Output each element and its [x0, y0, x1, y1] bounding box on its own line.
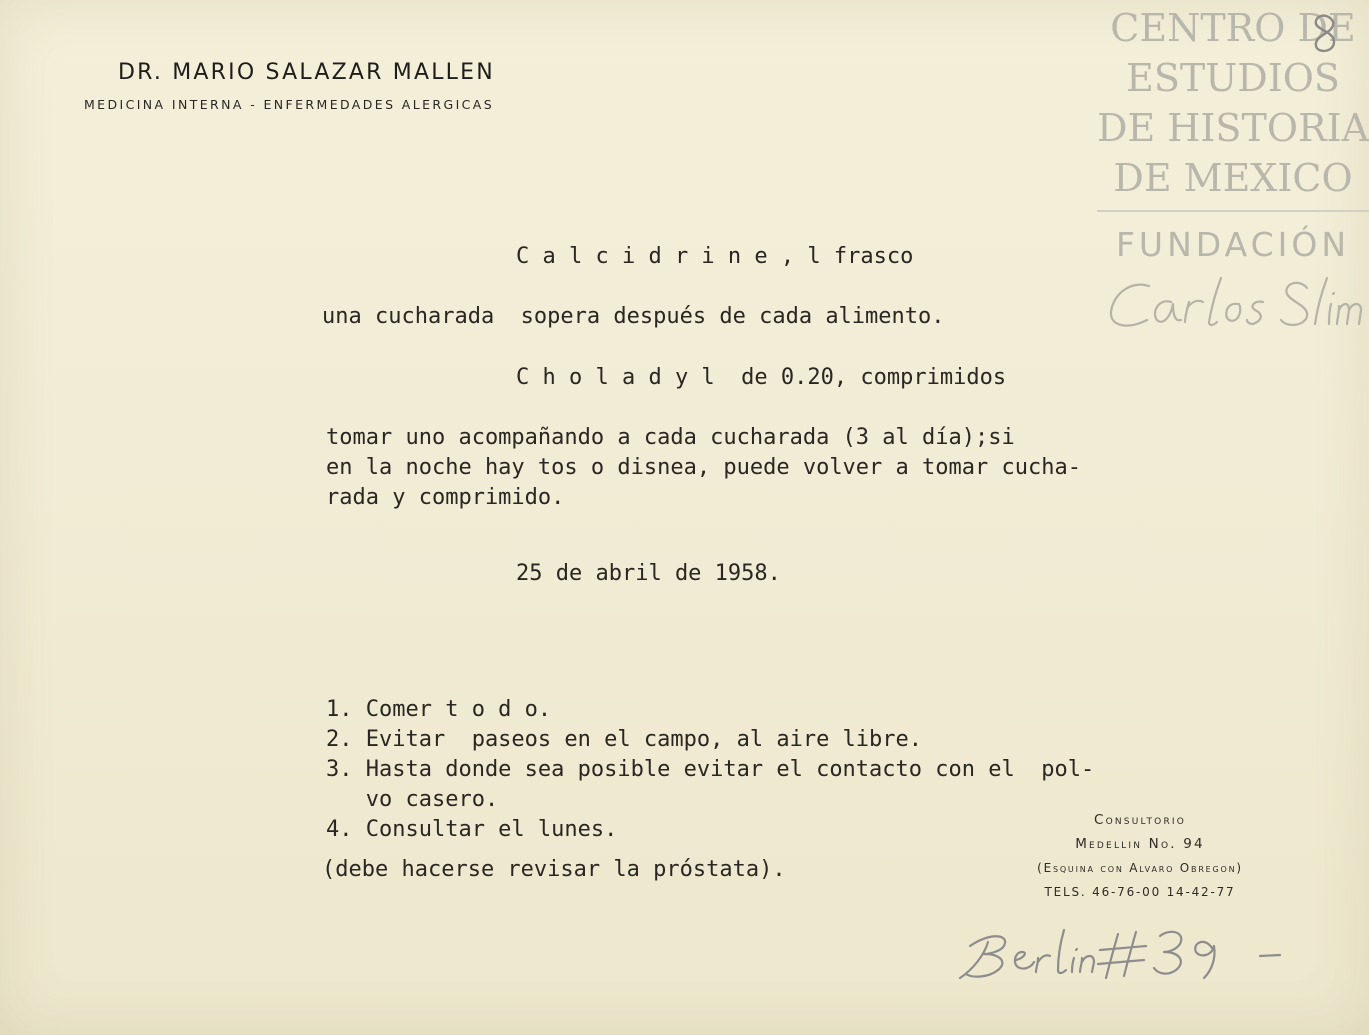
office-corner: (Esquina con Alvaro Obregon) [1037, 861, 1243, 875]
office-phones: TELS. 46-76-00 14-42-77 [1044, 885, 1236, 899]
letterhead-doctor-name: DR. MARIO SALAZAR MALLEN [118, 60, 495, 85]
office-street: Medellin No. 94 [1075, 836, 1205, 852]
stamp-foundation: FUNDACIÓN [1115, 225, 1351, 264]
instruction-item: 3. Hasta donde sea posible evitar el contacto con el pol- [326, 757, 1095, 782]
instruction-item: 1. Comer t o d o. [326, 697, 552, 722]
prescription-line-instructions-3: rada y comprimido. [326, 485, 565, 510]
instruction-item: 2. Evitar paseos en el campo, al aire libre. [326, 727, 923, 752]
prostate-note: (debe hacerse revisar la próstata). [322, 857, 786, 882]
instruction-item: vo casero. [326, 787, 499, 812]
handwritten-page-number [1308, 10, 1340, 60]
office-address-block [975, 808, 1305, 904]
letterhead-specialty: MEDICINA INTERNA - ENFERMEDADES ALERGICAS [84, 97, 495, 112]
stamp-line: DE MEXICO [1113, 156, 1353, 200]
handwritten-pencil-note [950, 922, 1290, 992]
stamp-line: ESTUDIOS [1126, 56, 1340, 100]
prescription-line-instructions-2: en la noche hay tos o disnea, puede volver a tomar cucha- [326, 455, 1081, 480]
prescription-line-calcidrine: C a l c i d r i n e , l frasco [516, 244, 914, 269]
instruction-item: 4. Consultar el lunes. [326, 817, 618, 842]
carlos-slim-signature [1103, 272, 1367, 338]
stamp-line: CENTRO DE [1110, 6, 1356, 50]
prescription-date: 25 de abril de 1958. [516, 561, 781, 586]
stamp-line: DE HISTORIA [1097, 106, 1369, 150]
office-label: Consultorio [1093, 812, 1187, 828]
prescription-line-instructions-1: tomar uno acompañando a cada cucharada (3 al día);si [326, 425, 1015, 450]
stamp-divider [1097, 210, 1369, 212]
prescription-line-dosage: una cucharada sopera después de cada alimento. [322, 304, 945, 329]
prescription-line-choladyl: C h o l a d y l de 0.20, comprimidos [516, 365, 1007, 390]
